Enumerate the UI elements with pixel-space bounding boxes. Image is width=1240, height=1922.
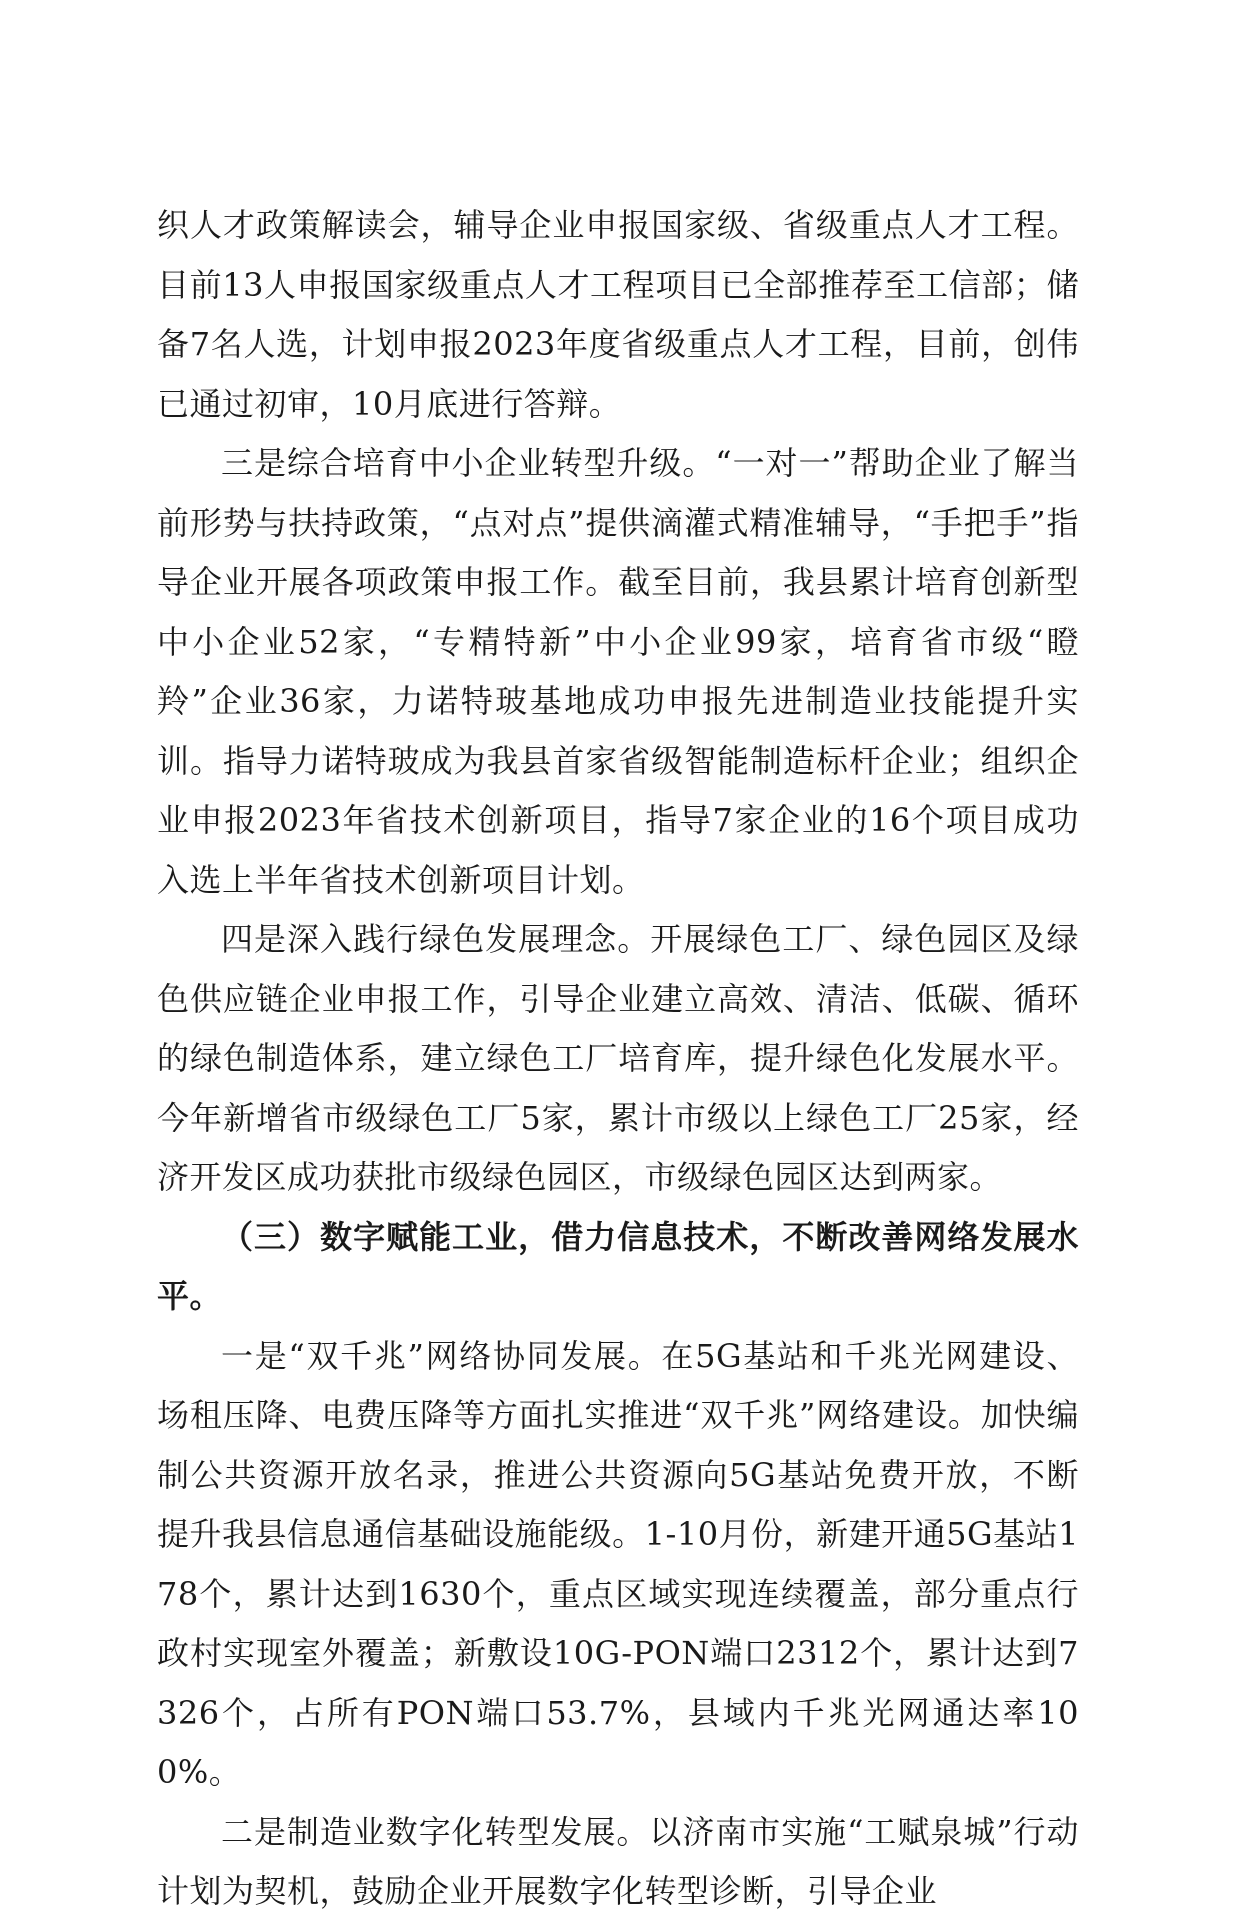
paragraph-talent-continuation: 织人才政策解读会，辅导企业申报国家级、省级重点人才工程。目前13人申报国家级重点人才工程项目已全部推荐至工信部；储备7名人选，计划申报2023年度省级重点人才工程，目前，创伟已通过初审，10月底进行答辩。	[157, 206, 1079, 423]
paragraph-green-development: 四是深入践行绿色发展理念。开展绿色工厂、绿色园区及绿色供应链企业申报工作，引导企业建立高效、清洁、低碳、循环的绿色制造体系，建立绿色工厂培育库，提升绿色化发展水平。今年新增省市级绿色工厂5家，累计市级以上绿色工厂25家，经济开发区成功获批市级绿色园区，市级绿色园区达到两家。	[157, 920, 1079, 1196]
paragraph-manufacturing-digitalization: 二是制造业数字化转型发展。以济南市实施“工赋泉城”行动计划为契机，鼓励企业开展数字化转型诊断，引导企业	[157, 1812, 1079, 1910]
paragraph-sme-upgrade: 三是综合培育中小企业转型升级。“一对一”帮助企业了解当前形势与扶持政策，“点对点”提供滴灌式精准辅导，“手把手”指导企业开展各项政策申报工作。截至目前，我县累计培育创新型中小企业52家，“专精特新”中小企业99家，培育省市级“瞪羚”企业36家，力诺特玻基地成功申报先进制造业技能提升实训。指导力诺特玻成为我县首家省级智能制造标杆企业；组织企业申报2023年省技术创新项目，指导7家企业的16个项目成功入选上半年省技术创新项目计划。	[157, 444, 1079, 899]
section-heading-digital-empowerment: （三）数字赋能工业，借力信息技术，不断改善网络发展水平。	[157, 1217, 1079, 1315]
document-page	[157, 196, 1079, 1922]
paragraph-dual-gigabit-network: 一是“双千兆”网络协同发展。在5G基站和千兆光网建设、场租压降、电费压降等方面扎实推进“双千兆”网络建设。加快编制公共资源开放名录，推进公共资源向5G基站免费开放，不断提升我县信息通信基础设施能级。1-10月份，新建开通5G基站178个，累计达到1630个，重点区域实现连续覆盖，部分重点行政村实现室外覆盖；新敷设10G-PON端口2312个，累计达到7326个，占所有PON端口53.7%，县域内千兆光网通达率100%。	[157, 1336, 1079, 1791]
